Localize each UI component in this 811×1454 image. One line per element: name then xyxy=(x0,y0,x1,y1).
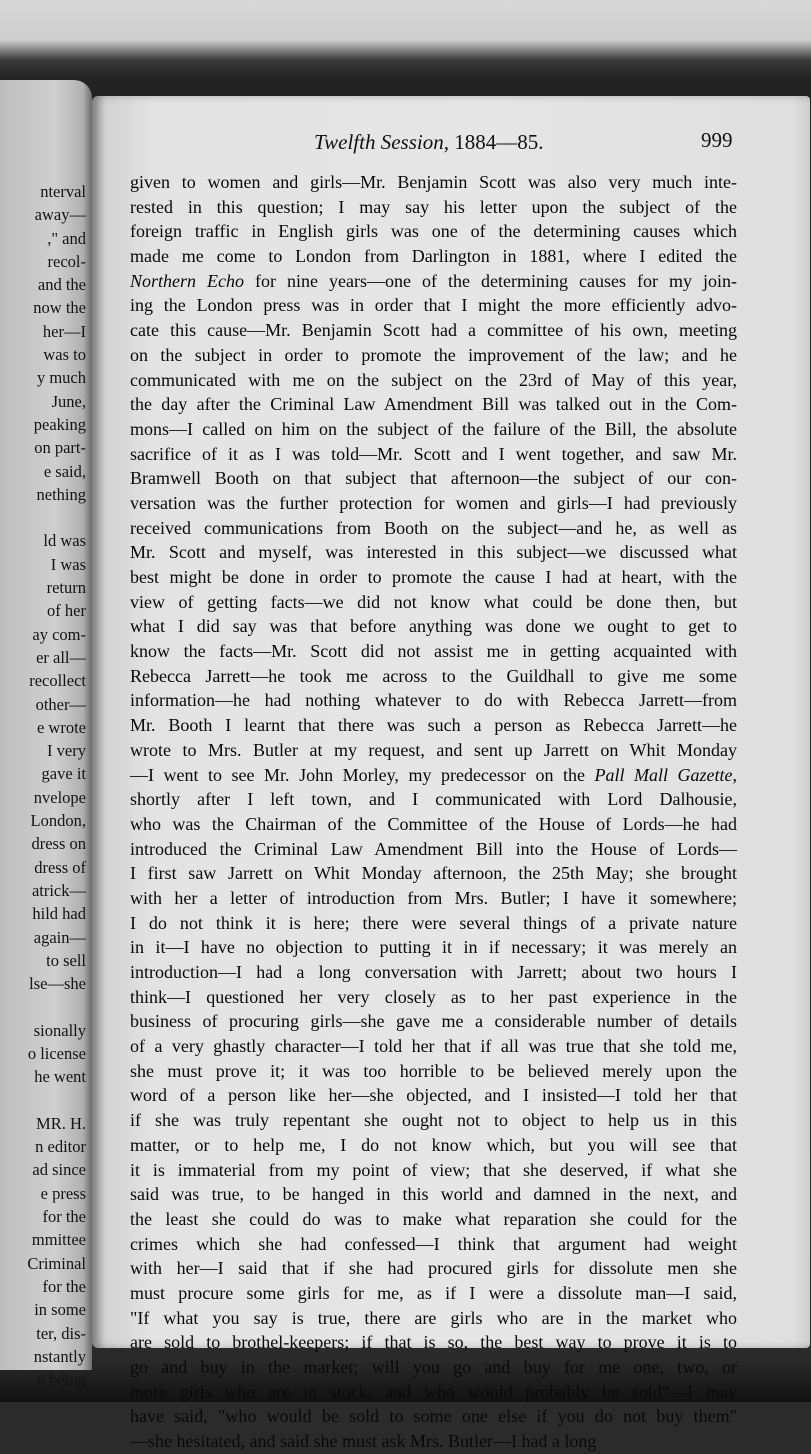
left-page-line: ," and xyxy=(47,228,86,248)
body-line: sacrifice of it as I was told—Mr. Scott and I went together, and saw Mr. xyxy=(130,443,737,464)
left-page-line: er all— xyxy=(36,647,86,667)
body-line: information—he had nothing whatever to do with Rebecca Jarrett—from xyxy=(130,690,737,711)
running-head-years: 1884—85. xyxy=(448,130,544,154)
page-number: 999 xyxy=(701,128,733,152)
body-line: on the subject in order to promote the improvement of the law; and he xyxy=(130,344,737,365)
body-line: business of procuring girls—she gave me a considerable number of details xyxy=(130,1011,737,1032)
left-page-fragment xyxy=(0,80,92,1390)
body-line: who was the Chairman of the Committee of the House of Lords—he had xyxy=(130,813,737,834)
left-page-line: June, xyxy=(51,391,86,411)
body-line: matter, or to help me, I do not know which, but you will see that xyxy=(130,1134,737,1155)
left-page-line: her—I xyxy=(42,321,86,341)
left-page-line: of her xyxy=(47,601,86,621)
body-line: Mr. Scott and myself, was interested in this subject—we discussed what xyxy=(130,542,737,563)
left-page-line: nstantly xyxy=(33,1346,86,1366)
body-line: Bramwell Booth on that subject that afternoon—the subject of our con- xyxy=(130,468,737,489)
left-page-line: for the xyxy=(42,1276,86,1296)
left-page-line: in some xyxy=(34,1300,86,1320)
body-line: received communications from Booth on the subject—and he, as well as xyxy=(130,517,737,538)
left-page-line: he went xyxy=(34,1067,86,1087)
body-line: more girls who are in stock, and who would probably be sold"—I may xyxy=(130,1381,737,1402)
left-page-line: ter, dis- xyxy=(36,1323,86,1343)
body-line: have said, "who would be sold to some one else if you do not buy them" xyxy=(130,1406,737,1427)
body-line: communicated with me on the subject on the 23rd of May of this year, xyxy=(130,369,737,390)
body-line: said was true, to be hanged in this world and damned in the next, and xyxy=(130,1184,737,1205)
left-page-line: e wrote xyxy=(36,717,86,737)
left-page-line: I very xyxy=(47,741,86,761)
left-page-line: I was xyxy=(50,554,86,574)
body-line: —she hesitated, and said she must ask Mrs. Butler—I had a long xyxy=(130,1431,597,1452)
left-page-line: Criminal xyxy=(27,1253,86,1273)
body-line: the day after the Criminal Law Amendment Bill was talked out in the Com- xyxy=(130,394,737,415)
left-page-line: atrick— xyxy=(31,880,86,900)
left-page-line: nterval xyxy=(40,182,86,201)
left-page-line: to sell xyxy=(46,950,86,970)
body-line: foreign traffic in English girls was one of the determining causes which xyxy=(130,221,737,242)
left-page-line: MR. H. xyxy=(36,1113,86,1133)
body-line: with her a letter of introduction from Mrs. Butler; I have it somewhere; xyxy=(130,887,737,908)
left-page-line: n being xyxy=(36,1370,86,1390)
left-page-line: for the xyxy=(42,1207,86,1227)
body-line: Northern Echo for nine years—one of the determining causes for my join- xyxy=(130,270,737,291)
left-page-line: lse—she xyxy=(29,974,86,994)
body-line: word of a person like her—she objected, and I insisted—I told her that xyxy=(130,1085,737,1106)
left-page-line: recollect xyxy=(29,671,86,691)
running-head-session: Twelfth Session, xyxy=(314,130,449,154)
left-page-line: now the xyxy=(33,298,86,318)
body-line: I first saw Jarrett on Whit Monday afternoon, the 25th May; she brought xyxy=(130,863,737,884)
body-line: go and buy in the market; will you go and buy for me one, two, or xyxy=(130,1357,737,1377)
body-text xyxy=(130,170,737,1454)
running-head xyxy=(92,126,810,156)
body-line: shortly after I left town, and I communicated with Lord Dalhousie, xyxy=(130,789,737,810)
left-page-line: nething xyxy=(36,484,86,504)
left-page-line: n editor xyxy=(35,1137,86,1157)
body-line: cate this cause—Mr. Benjamin Scott had a committee of his own, meeting xyxy=(130,320,737,341)
body-line: of a very ghastly character—I told her that if all was true that she told me, xyxy=(130,1036,737,1057)
body-line: given to women and girls—Mr. Benjamin Scott was also very much inte- xyxy=(130,172,737,192)
body-line: introduction—I had a long conversation with Jarrett; about two hours I xyxy=(130,962,737,982)
body-line: introduced the Criminal Law Amendment Bill into the House of Lords— xyxy=(130,838,737,859)
body-line: with her—I said that if she had procured girls for dissolute men she xyxy=(130,1258,737,1279)
body-line: she must prove it; it was too horrible to be believed merely upon the xyxy=(130,1060,737,1081)
body-line: Mr. Booth I learnt that there was such a person as Rebecca Jarrett—he xyxy=(130,715,737,736)
running-head-title xyxy=(314,130,543,155)
left-page-text xyxy=(0,180,86,1391)
left-page-line xyxy=(0,1089,86,1112)
body-line: wrote to Mrs. Butler at my request, and sent up Jarrett on Whit Monday xyxy=(130,739,737,760)
left-page-line: e press xyxy=(40,1183,86,1203)
left-page-line: and the xyxy=(37,275,86,295)
left-page-line: sionally xyxy=(33,1020,86,1040)
body-line: versation was the further protection for women and girls—I had previously xyxy=(130,492,737,513)
left-page-line: London, xyxy=(30,811,86,831)
body-line: what I did say was that before anything was done we ought to get to xyxy=(130,616,737,637)
left-page-line xyxy=(0,995,86,1018)
left-page-line: ay com- xyxy=(32,624,86,644)
body-line: —I went to see Mr. John Morley, my predecessor on the Pall Mall Gazette, xyxy=(130,764,738,785)
body-line: know the facts—Mr. Scott did not assist me in getting acquainted with xyxy=(130,641,737,662)
body-line: made me come to London from Darlington in 1881, where I edited the xyxy=(130,246,737,267)
left-page-line: on part- xyxy=(34,438,86,458)
left-page-line: ad since xyxy=(32,1160,86,1180)
left-page-line: nvelope xyxy=(33,787,86,807)
left-page-line: recol- xyxy=(47,251,86,271)
left-page-line: dress on xyxy=(31,834,86,854)
left-page-line: again— xyxy=(33,927,86,947)
body-line: view of getting facts—we did not know what could be done then, but xyxy=(130,591,737,612)
left-page-line: dress of xyxy=(34,857,86,877)
body-line: I do not think it is here; there were several things of a private nature xyxy=(130,912,737,933)
body-line: "If what you say is true, there are girls who are in the market who xyxy=(130,1307,737,1328)
body-line: think—I questioned her very closely as to her past experience in the xyxy=(130,986,737,1007)
left-page-line: other— xyxy=(35,694,86,714)
body-line: rested in this question; I may say his letter upon the subject of the xyxy=(130,196,737,217)
left-page-line: gave it xyxy=(41,764,86,784)
left-page-line: y much xyxy=(36,368,86,388)
body-line: in it—I have no objection to putting it in if necessary; it was merely an xyxy=(130,937,737,958)
body-line: are sold to brothel-keepers; if that is so, the best way to prove it is to xyxy=(130,1332,737,1353)
body-line: crimes which she had confessed—I think that argument had weight xyxy=(130,1233,737,1254)
left-page-line: e said, xyxy=(43,461,86,481)
body-line: ing the London press was in order that I might the more efficiently advo- xyxy=(130,295,737,316)
left-page-line: away— xyxy=(34,205,86,225)
left-page-line: peaking xyxy=(33,414,86,434)
body-line: must procure some girls for me, as if I were a dissolute man—I said, xyxy=(130,1282,737,1303)
body-line: the least she could do was to make what reparation she could for the xyxy=(130,1208,737,1229)
right-page xyxy=(92,96,810,1452)
body-line: best might be done in order to promote the cause I had at heart, with the xyxy=(130,567,737,587)
body-line: it is immaterial from my point of view; that she deserved, if what she xyxy=(130,1159,737,1180)
body-line: Rebecca Jarrett—he took me across to the Guildhall to give me some xyxy=(130,665,737,686)
left-page-line: ld was xyxy=(43,531,86,551)
left-page-line xyxy=(0,506,86,529)
left-page-line: was to xyxy=(43,345,86,365)
left-page-line: mmittee xyxy=(31,1230,86,1250)
left-page-line: hild had xyxy=(32,904,86,924)
body-line: mons—I called on him on the subject of the failure of the Bill, the absolute xyxy=(130,418,737,439)
left-page-line: return xyxy=(46,578,86,598)
body-line: if she was truly repentant she ought not to object to help us in this xyxy=(130,1110,737,1131)
left-page-line: o license xyxy=(27,1043,86,1063)
